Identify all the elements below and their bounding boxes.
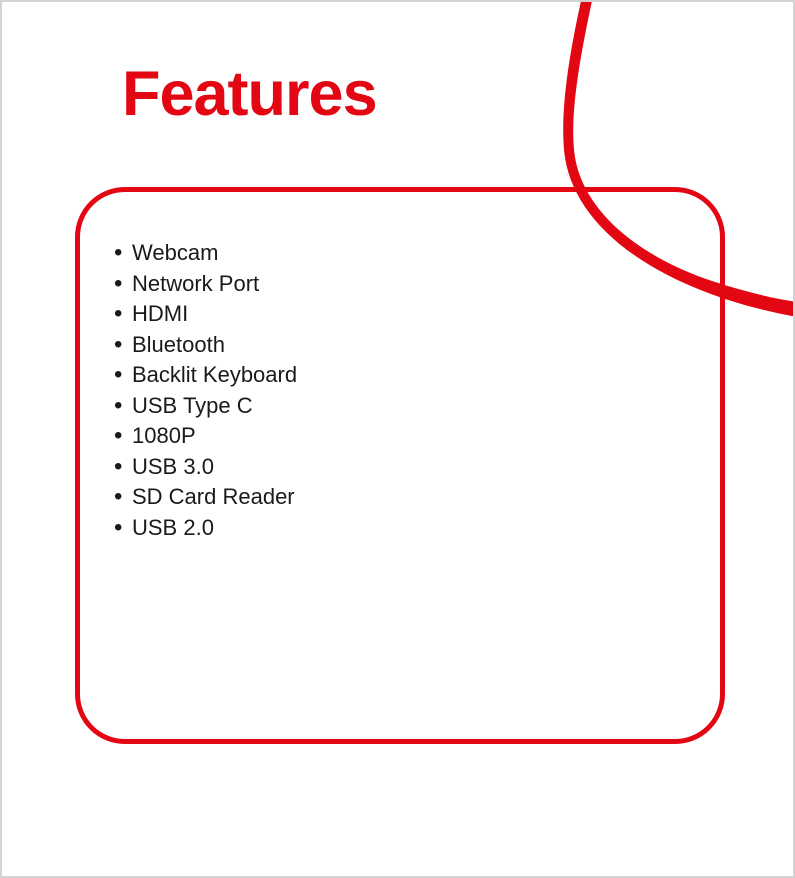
page-title: Features — [122, 59, 377, 129]
feature-label: USB Type C — [132, 392, 253, 418]
feature-label: Webcam — [132, 240, 219, 266]
feature-list-item — [114, 421, 297, 452]
feature-list-item — [114, 360, 297, 391]
feature-list-item — [114, 238, 297, 269]
feature-label: USB 2.0 — [132, 514, 214, 540]
feature-label: 1080P — [132, 423, 196, 449]
feature-list-item — [114, 513, 297, 544]
bullet-icon: • — [114, 330, 123, 358]
bullet-icon: • — [114, 361, 123, 389]
feature-list-item — [114, 299, 297, 330]
bullet-icon: • — [114, 391, 123, 419]
feature-list-item — [114, 330, 297, 361]
bullet-icon: • — [114, 513, 123, 541]
feature-label: USB 3.0 — [132, 453, 214, 479]
feature-list-item — [114, 269, 297, 300]
feature-label: Network Port — [132, 270, 260, 296]
bullet-icon: • — [114, 422, 123, 450]
feature-label: SD Card Reader — [132, 484, 295, 510]
feature-label: Bluetooth — [132, 331, 225, 357]
feature-list-item — [114, 482, 297, 513]
feature-list-item — [114, 452, 297, 483]
feature-label: HDMI — [132, 301, 189, 327]
feature-list-item — [114, 391, 297, 422]
bullet-icon: • — [114, 483, 123, 511]
bullet-icon: • — [114, 269, 123, 297]
bullet-icon: • — [114, 239, 123, 267]
bullet-icon: • — [114, 452, 123, 480]
features-list — [114, 238, 297, 543]
bullet-icon: • — [114, 300, 123, 328]
feature-label: Backlit Keyboard — [132, 362, 298, 388]
